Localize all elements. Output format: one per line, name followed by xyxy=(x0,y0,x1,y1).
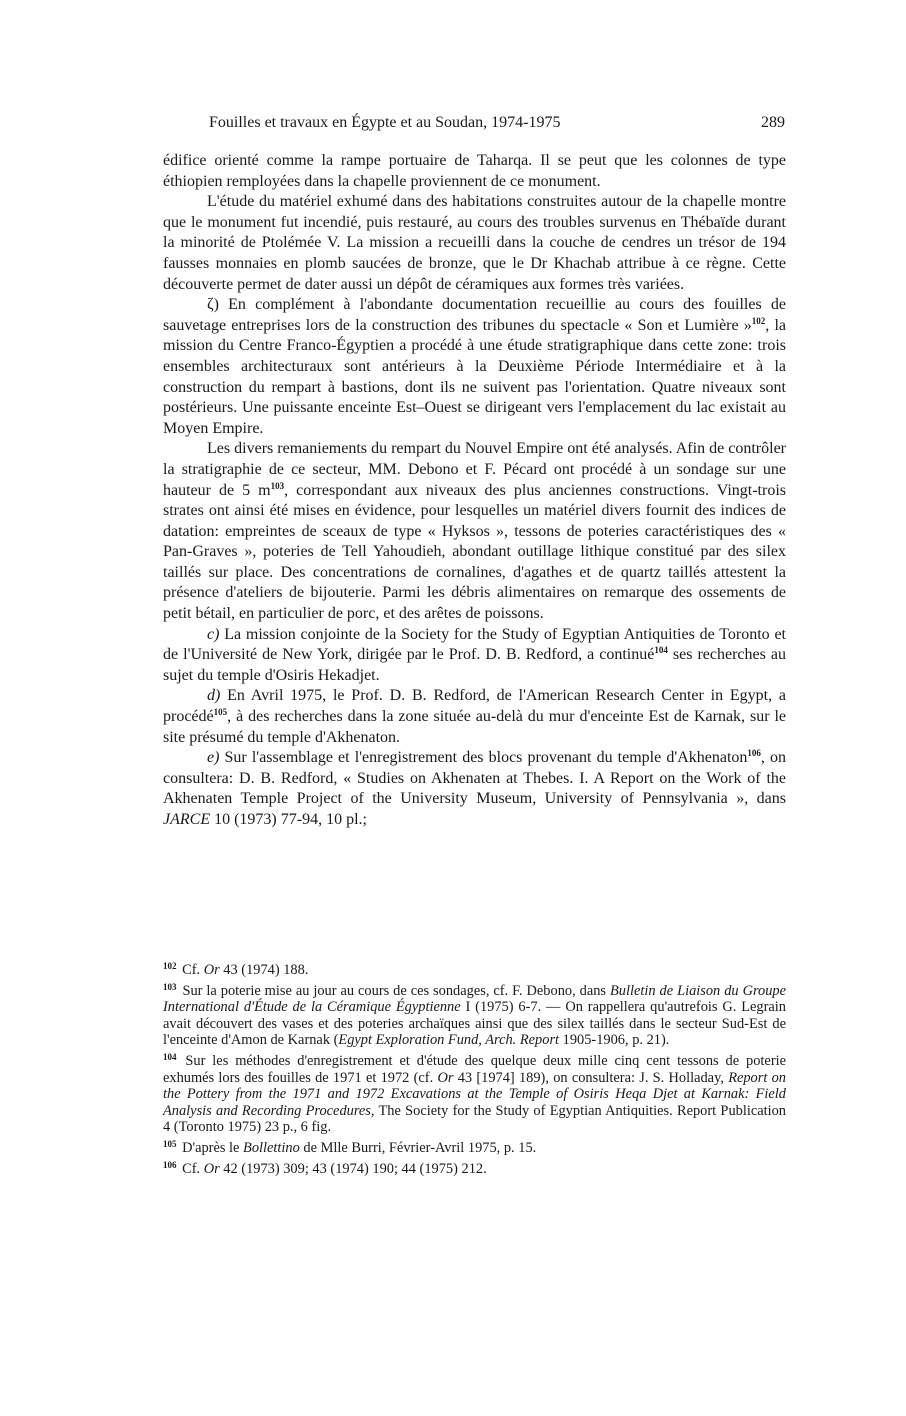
paragraph-5-text-b: ses recherches au sujet du temple d'Osiris Hekadjet. xyxy=(163,646,786,684)
footnote-103 xyxy=(163,979,786,1049)
paragraph-2 xyxy=(163,192,786,295)
footnote-105 xyxy=(163,1136,786,1157)
footnote-text: 42 (1973) 309; 43 (1974) 190; 44 (1975) 212. xyxy=(219,1160,487,1177)
footnote-text: 43 (1974) 188. xyxy=(219,962,309,978)
footnote-text: 1905-1906, p. 21). xyxy=(559,1032,670,1049)
paragraph-7-text-a: Sur l'assemblage et l'enregistrement des blocs provenant du temple d'Akhenaton xyxy=(219,749,748,767)
footnotes xyxy=(163,958,786,1177)
main-text xyxy=(163,151,786,831)
paragraph-2-text: L'étude du matériel exhumé dans des habitations construites autour de la chapelle montre que le monument fut incendié, puis restauré, au cours des troubles survenus en Thébaïde durant la minorité de Ptolémée V. La mission a recueilli dans la couche de cendres un trésor de 194 fausses monnaies en plomb saucées de bronze, que le Dr Khachab attribue à ce règne. Cette découverte permet de dater aussi un dépôt de céramiques aux formes très variées. xyxy=(163,193,786,293)
paragraph-7-text-c: 10 (1973) 77-94, 10 pl.; xyxy=(210,811,367,828)
page-number: 289 xyxy=(761,114,785,131)
footnote-italic: Egypt Exploration Fund, Arch. Report xyxy=(338,1032,560,1049)
footnote-italic: Bollettino xyxy=(243,1139,300,1156)
footnote-text: Sur les méthodes d'enregistrement et d'étude des quelque deux mille cinq cent tessons de poterie exhumés lors des fouilles de 1971 et 1972 (cf. xyxy=(163,1052,786,1086)
paragraph-1-text: édifice orienté comme la rampe portuaire de Taharqa. Il se peut que les colonnes de type éthiopien remployées dans la chapelle proviennent de ce monument. xyxy=(163,152,786,190)
footnote-text: de Mlle Burri, Février-Avril 1975, p. 15. xyxy=(299,1139,537,1156)
paragraph-5-label: c) xyxy=(207,625,220,643)
paragraph-6-label: d) xyxy=(207,687,221,705)
paragraph-4-text-b: , correspondant aux niveaux des plus anciennes constructions. Vingt-trois strates ont ainsi été mises en évidence, pour lesquelles un matériel divers fournit des indices de datation: empreintes de sceaux de type « Hyksos », tessons de poteries caractéristiques des « Pan-Graves », poteries de Tell Yahoudieh, abondant outillage lithique constitué par des silex taillés sur place. Des concentrations de cornalines, d'agathes et de quartz taillés attestent la présence d'ateliers de bijouterie. Parmi les débris alimentaires on remarque des ossements de petit bétail, en particulier de porc, et des arêtes de poissons. xyxy=(163,481,787,623)
running-header xyxy=(163,114,785,136)
footnote-number: 103 xyxy=(163,981,177,992)
footnote-number: 106 xyxy=(163,1159,177,1170)
footnote-text: Cf. xyxy=(178,1160,204,1177)
paragraph-3-text-b: , la mission du Centre Franco-Égyptien a procédé à une étude stratigraphique dans cette zone: trois ensembles architecturaux sont antérieurs à la Deuxième Période Intermédiaire et à la construction du rempart à bastions, dont ils ne suivent pas l'orientation. Quatre niveaux sont postérieurs. Une puissante enceinte Est–Ouest se dirigeant vers l'emplacement du lac existait au Moyen Empire. xyxy=(163,316,787,437)
footnote-italic: Or xyxy=(437,1069,454,1086)
paragraph-6-text-b: , à des recherches dans la zone située au-delà du mur d'enceinte Est de Karnak, sur le site présumé du temple d'Akhenaton. xyxy=(163,708,786,746)
footnote-ref-104[interactable]: 104 xyxy=(654,645,668,656)
paragraph-6 xyxy=(163,686,786,748)
paragraph-1 xyxy=(163,151,786,192)
running-title: Fouilles et travaux en Égypte et au Soudan, 1974-1975 xyxy=(209,114,561,131)
footnote-ref-105[interactable]: 105 xyxy=(213,707,228,718)
footnote-italic: Bulletin de Liaison du Groupe International d'Étude de la Céramique Égyptienne xyxy=(163,982,786,1016)
footnote-text: Sur la poterie mise au jour au cours de ces sondages, cf. F. Debono, dans xyxy=(178,982,610,999)
footnote-ref-103[interactable]: 103 xyxy=(270,480,285,491)
footnote-text: I (1975) 6-7. — On rappellera qu'autrefois G. Legrain avait découvert des vases et des poteries archaïques ainsi que des silex taillés dans le secteur Sud-Est de l'enceinte d'Amon de Karnak ( xyxy=(163,999,786,1049)
paragraph-4 xyxy=(163,439,786,624)
journal-abbrev: JARCE xyxy=(163,811,211,828)
paragraph-5 xyxy=(163,625,786,687)
footnote-italic: Or xyxy=(203,962,220,978)
paragraph-7-text-b: , on consultera: D. B. Redford, « Studies on Akhenaten at Thebes. I. A Report on the Work of the Akhenaten Temple Project of the University Museum, University of Pennsylvania », dans xyxy=(163,749,787,808)
footnote-number: 104 xyxy=(163,1051,177,1062)
footnote-104 xyxy=(163,1049,786,1136)
footnote-text: D'après le xyxy=(178,1139,244,1156)
footnote-text: Cf. xyxy=(178,962,204,978)
footnote-number: 102 xyxy=(163,961,177,971)
paragraph-5-text-a: La mission conjointe de la Society for the Study of Egyptian Antiquities de Toronto et de l'Université de New York, dirigée par le Prof. D. B. Redford, a continué xyxy=(163,625,786,664)
footnote-text: , The Society for the Study of Egyptian Antiquities. Report Publication 4 (Toronto 1975) 23 p., 6 fig. xyxy=(163,1102,786,1136)
footnote-italic: Or xyxy=(203,1160,220,1177)
paragraph-4-text-a: Les divers remaniements du rempart du Nouvel Empire ont été analysés. Afin de contrôler la stratigraphie de ce secteur, MM. Debono et F. Pécard ont procédé à un sondage sur une hauteur de 5 m xyxy=(163,440,786,499)
footnote-number: 105 xyxy=(163,1138,177,1149)
paragraph-7 xyxy=(163,748,786,830)
footnote-text: 43 [1974] 189), on consultera: J. S. Holladay, xyxy=(453,1069,729,1086)
footnote-italic: Report on the Pottery from the 1971 and 1972 Excavations at the Temple of Osiris Heqa Djet at Karnak: Field Analysis and Recording Procedures xyxy=(163,1069,786,1119)
footnote-ref-102[interactable]: 102 xyxy=(751,315,766,326)
paragraph-7-label: e) xyxy=(207,749,220,767)
footnote-102 xyxy=(163,958,786,979)
footnote-106 xyxy=(163,1157,786,1178)
paragraph-3 xyxy=(163,295,786,439)
paragraph-3-text-a: ζ) En complément à l'abondante documentation recueillie au cours des fouilles de sauvetage entreprises lors de la construction des tribunes du spectacle « Son et Lumière » xyxy=(163,296,786,334)
footnote-ref-106[interactable]: 106 xyxy=(747,748,761,759)
paragraph-6-text-a: En Avril 1975, le Prof. D. B. Redford, de l'American Research Center in Egypt, a procédé xyxy=(163,687,786,726)
